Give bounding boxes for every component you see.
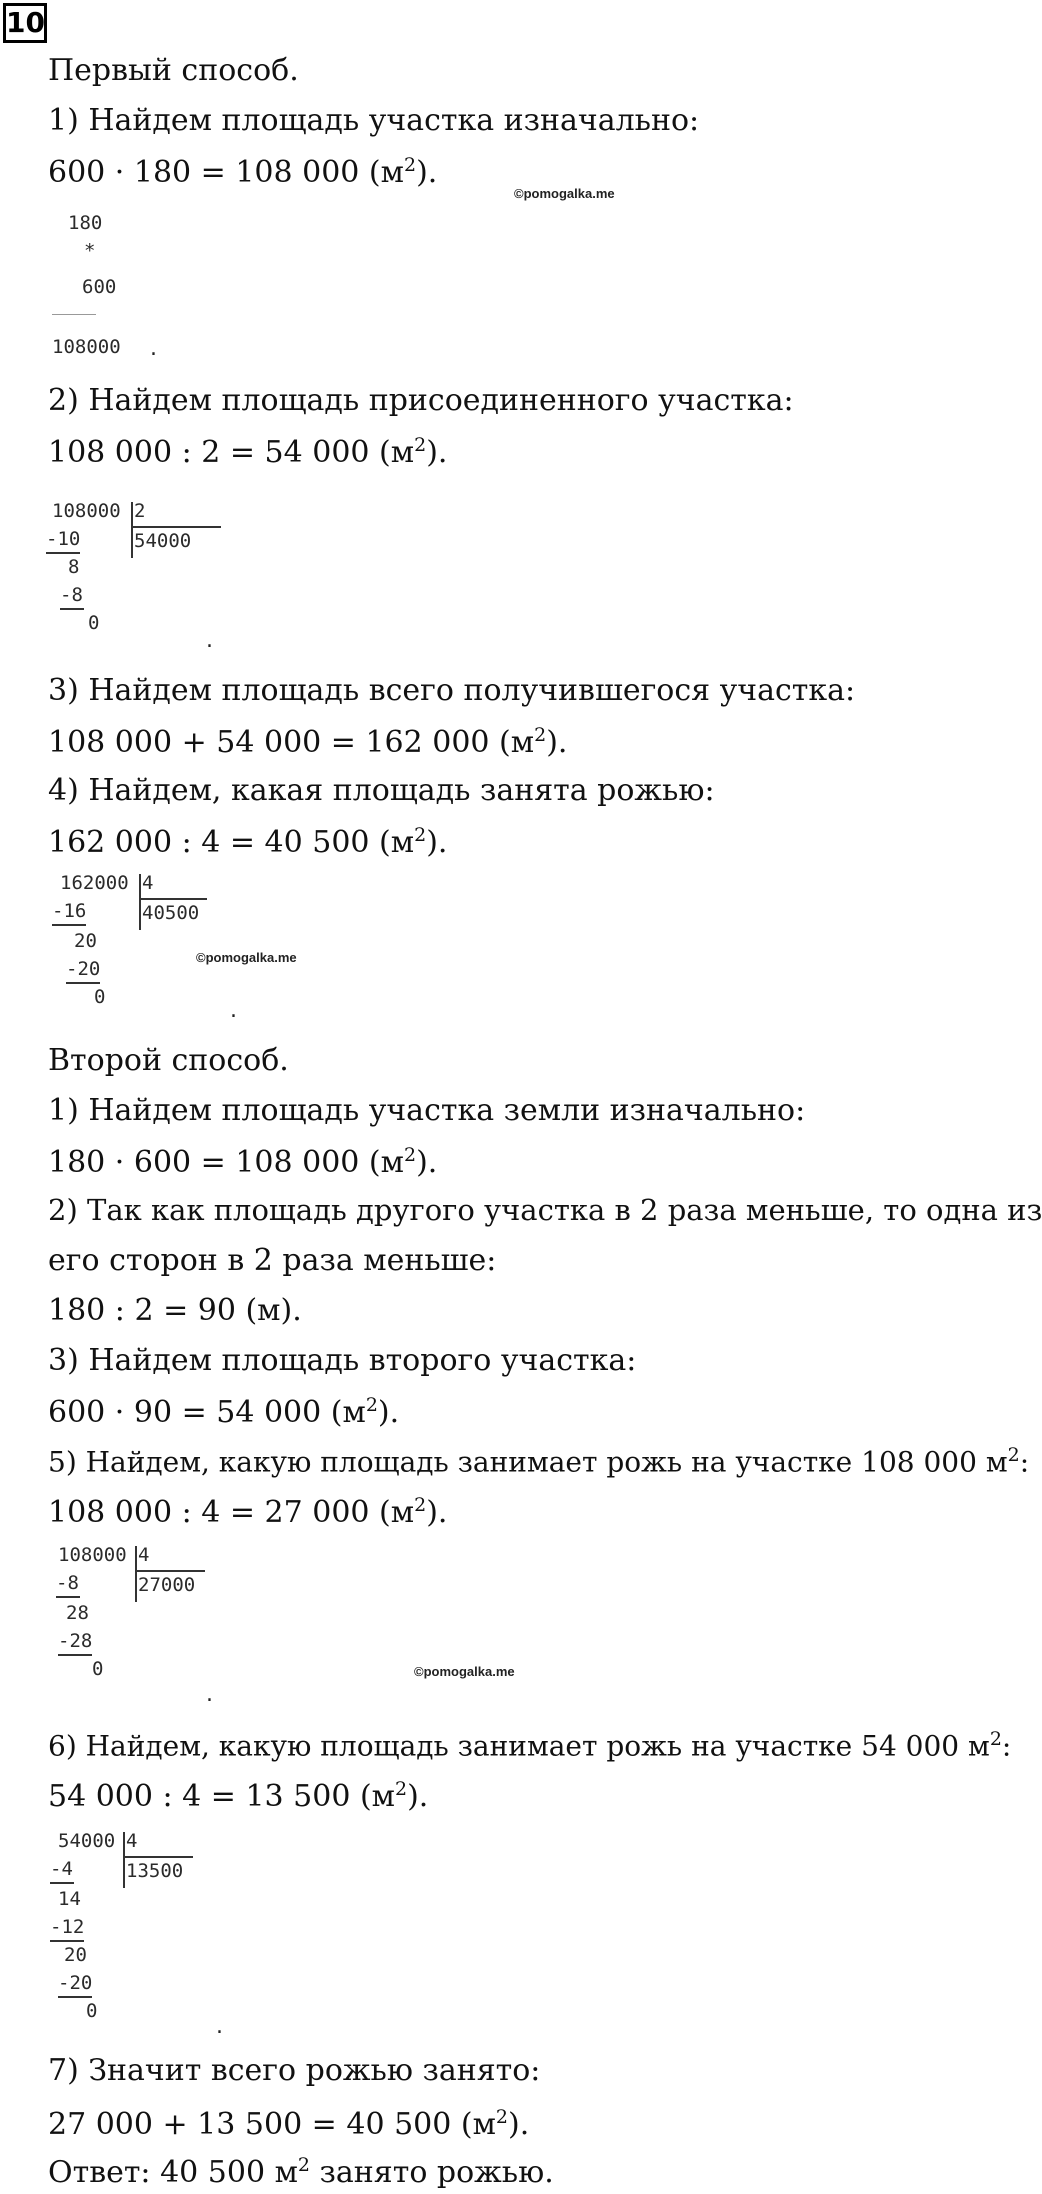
div1-dividend: 108000: [52, 500, 121, 522]
mult-rule: [52, 314, 96, 315]
method1-step3: 3) Найдем площадь всего получившегося участка:: [48, 673, 856, 708]
mult-bottom: 600: [82, 276, 117, 298]
div2-row3: -20: [66, 958, 101, 980]
div2-quotient: 40500: [142, 902, 200, 924]
watermark: ©pomogalka.me: [514, 186, 615, 201]
method1-title: Первый способ.: [48, 53, 299, 88]
method2-step3: 3) Найдем площадь второго участка:: [48, 1343, 637, 1378]
method2-title: Второй способ.: [48, 1043, 289, 1078]
div4-divisor: 4: [126, 1830, 138, 1852]
mult-sign: *: [84, 240, 96, 262]
div2-row3-underline: [66, 982, 100, 984]
method2-step7: 7) Значит всего рожью занято:: [48, 2053, 541, 2088]
method2-step2-line2: его сторон в 2 раза меньше:: [48, 1243, 497, 1278]
method1-eq3: 108 000 + 54 000 = 162 000 $(м^2)$.: [48, 724, 568, 760]
div1-row1-underline: [46, 552, 80, 554]
div3-row3: -28: [58, 1630, 93, 1652]
div4-vbar: [123, 1832, 125, 1888]
div4-hbar: [123, 1856, 193, 1858]
div1-row2: 8: [68, 556, 80, 578]
method2-step1: 1) Найдем площадь участка земли изначально:: [48, 1093, 806, 1128]
div1-divisor: 2: [134, 500, 146, 522]
div3-row1: -8: [56, 1572, 79, 1594]
mult-result: 108000: [52, 336, 121, 358]
div2-row1-underline: [52, 924, 86, 926]
div3-row1-underline: [56, 1596, 80, 1598]
method2-eq5: 108 000 : 4 = 27 000 $(м^2)$.: [48, 1494, 448, 1530]
method1-eq1: 600 · 180 = 108 000 $(м^2)$.: [48, 154, 438, 190]
div2-divisor: 4: [142, 872, 154, 894]
task-number-badge: 10: [3, 3, 47, 43]
method1-step2: 2) Найдем площадь присоединенного участка:: [48, 383, 794, 418]
div3-dividend: 108000: [58, 1544, 127, 1566]
method2-eq7: 27 000 + 13 500 = 40 500 $(м^2)$.: [48, 2106, 530, 2142]
div4-quotient: 13500: [126, 1860, 184, 1882]
div1-row1: -10: [46, 528, 81, 550]
method1-step4: 4) Найдем, какая площадь занята рожью:: [48, 773, 715, 808]
method2-eq3: 600 · 90 = 54 000 $(м^2)$.: [48, 1394, 400, 1430]
div4-row5: -20: [58, 1972, 93, 1994]
div4-row1-underline: [50, 1882, 74, 1884]
method2-eq2: 180 : 2 = 90 (м).: [48, 1293, 302, 1328]
div3-row4: 0: [92, 1658, 104, 1680]
div2-dot: .: [230, 998, 237, 1023]
div3-row3-underline: [58, 1654, 92, 1656]
method2-eq1: 180 · 600 = 108 000 $(м^2)$.: [48, 1144, 438, 1180]
mult-top: 180: [68, 212, 103, 234]
div4-row1: -4: [50, 1858, 73, 1880]
method2-eq6: 54 000 : 4 = 13 500 $(м^2)$.: [48, 1778, 429, 1814]
div4-row4: 20: [64, 1944, 87, 1966]
method1-eq2: 108 000 : 2 = 54 000 $(м^2)$.: [48, 434, 448, 470]
div2-hbar: [139, 898, 207, 900]
method1-step1: 1) Найдем площадь участка изначально:: [48, 103, 700, 138]
watermark: ©pomogalka.me: [196, 950, 297, 965]
mult-dot: .: [150, 336, 157, 361]
div3-dot: .: [206, 1682, 213, 1707]
div1-vbar: [131, 502, 133, 558]
div4-row3: -12: [50, 1916, 85, 1938]
div4-dividend: 54000: [58, 1830, 116, 1852]
div4-row2: 14: [58, 1888, 81, 1910]
div1-row4: 0: [88, 612, 100, 634]
method2-step6: 6) Найдем, какую площадь занимает рожь на участке 54 000 $м^2$:: [48, 1728, 1012, 1763]
div4-row3-underline: [50, 1940, 84, 1942]
div3-vbar: [135, 1546, 137, 1602]
method1-eq4: 162 000 : 4 = 40 500 $(м^2)$.: [48, 824, 448, 860]
div3-divisor: 4: [138, 1544, 150, 1566]
div1-dot: .: [206, 628, 213, 653]
div3-row2: 28: [66, 1602, 89, 1624]
div1-quotient: 54000: [134, 530, 192, 552]
div1-row3-underline: [60, 608, 84, 610]
div4-row5-underline: [58, 1996, 92, 1998]
div4-row6: 0: [86, 2000, 98, 2022]
div1-hbar: [131, 526, 221, 528]
div2-row2: 20: [74, 930, 97, 952]
div3-quotient: 27000: [138, 1574, 196, 1596]
div1-row3: -8: [60, 584, 83, 606]
div2-dividend: 162000: [60, 872, 129, 894]
div4-dot: .: [216, 2014, 223, 2039]
method2-step2-line1: 2) Так как площадь другого участка в 2 раза меньше, то одна из: [48, 1193, 1042, 1227]
watermark: ©pomogalka.me: [414, 1664, 515, 1679]
div2-vbar: [139, 874, 141, 930]
div3-hbar: [135, 1570, 205, 1572]
div2-row4: 0: [94, 986, 106, 1008]
answer: Ответ: 40 500 $м^2$ занято рожью.: [48, 2154, 554, 2190]
div2-row1: -16: [52, 900, 87, 922]
method2-step5: 5) Найдем, какую площадь занимает рожь на участке 108 000 $м^2$:: [48, 1444, 1030, 1479]
